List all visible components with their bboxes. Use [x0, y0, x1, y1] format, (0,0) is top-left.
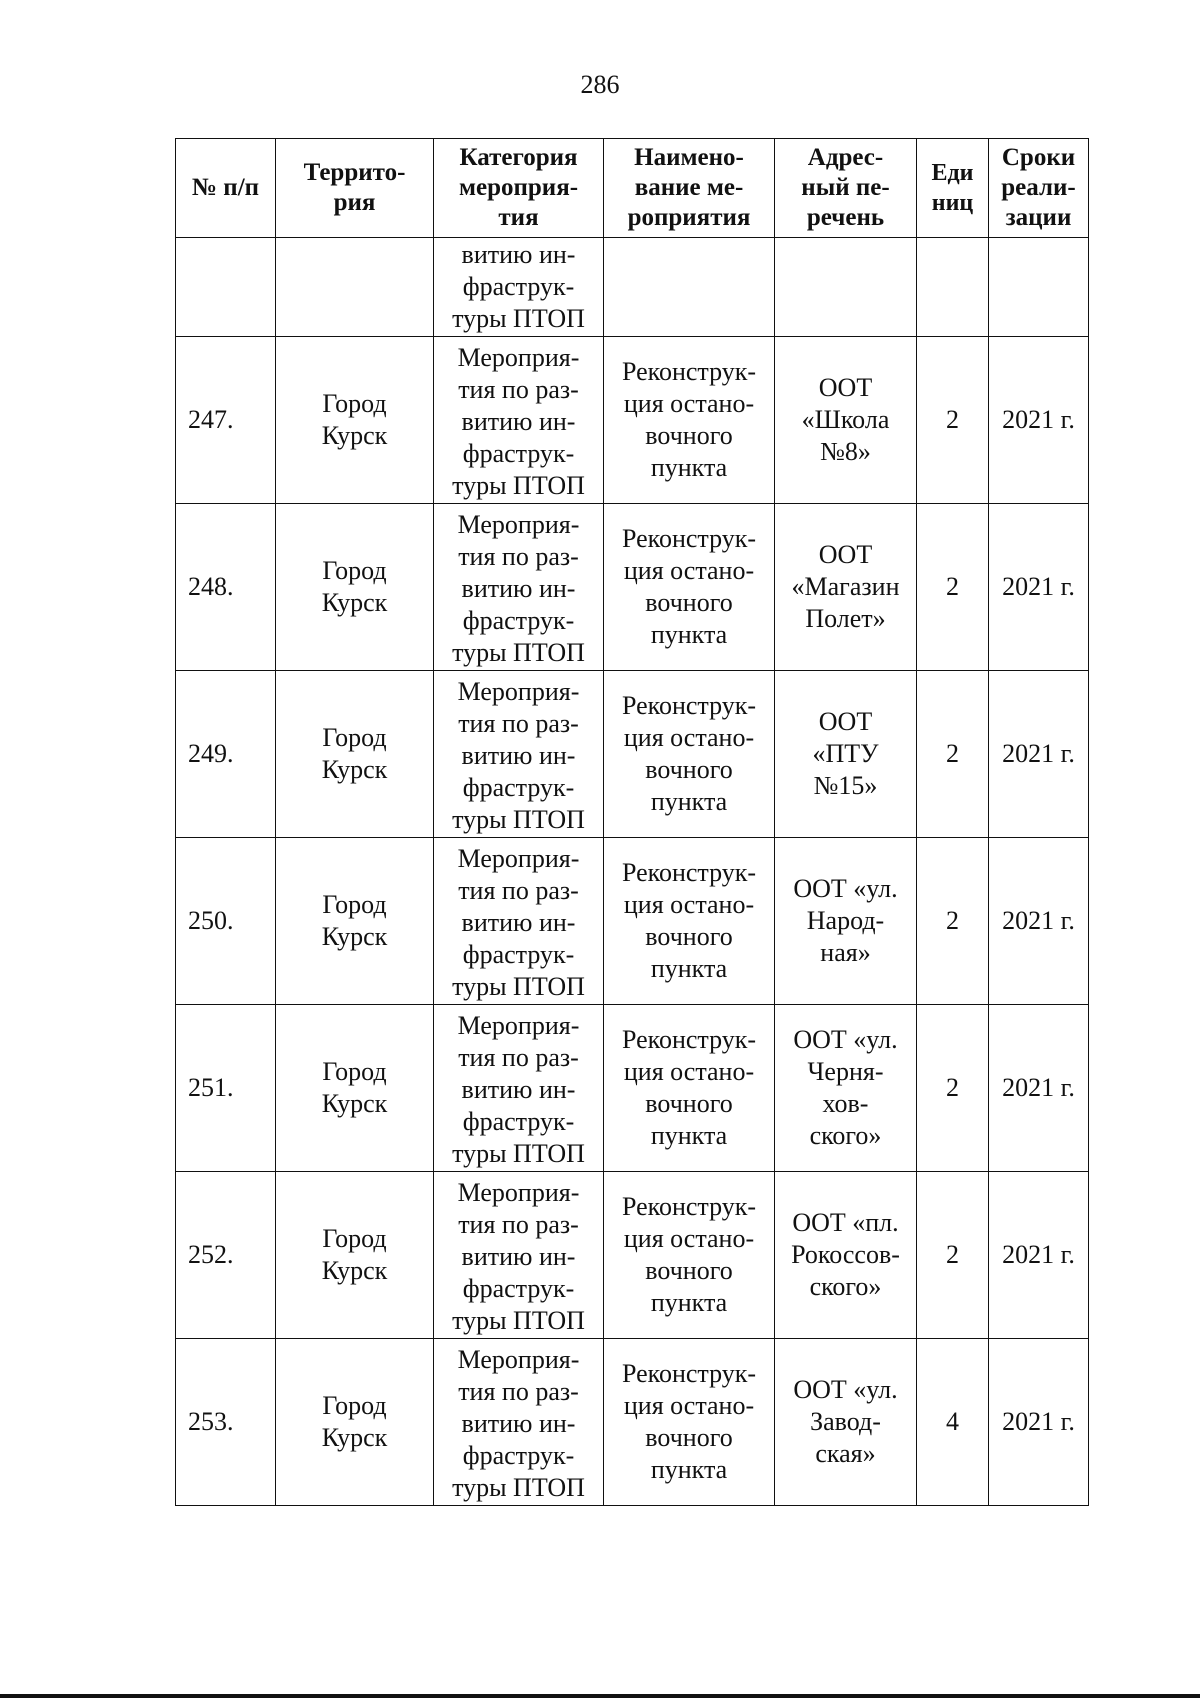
- cell-number: 249.: [176, 671, 276, 838]
- cell-territory: Город Курск: [276, 1172, 434, 1339]
- measures-table: [175, 138, 1089, 1506]
- cell-category: Мероприя- тия по раз- витию ин- фраструк- туры ПТОП: [434, 1339, 604, 1506]
- cell-name: Реконструк- ция остано- вочного пункта: [604, 1005, 775, 1172]
- cell-units: 2: [917, 1172, 989, 1339]
- cell-address: ООТ «ул. Народ- ная»: [775, 838, 917, 1005]
- cell-units: 2: [917, 671, 989, 838]
- cell-units: 2: [917, 1005, 989, 1172]
- cell-units: 4: [917, 1339, 989, 1506]
- cell-term: 2021 г.: [989, 1339, 1089, 1506]
- cell-name: Реконструк- ция остано- вочного пункта: [604, 838, 775, 1005]
- cell-name: [604, 238, 775, 337]
- cell-number: 253.: [176, 1339, 276, 1506]
- cell-number: [176, 238, 276, 337]
- table-row: [176, 337, 1089, 504]
- table-row: [176, 1339, 1089, 1506]
- cell-term: 2021 г.: [989, 1005, 1089, 1172]
- cell-name: Реконструк- ция остано- вочного пункта: [604, 504, 775, 671]
- cell-territory: Город Курск: [276, 1339, 434, 1506]
- cell-units: 2: [917, 838, 989, 1005]
- cell-number: 247.: [176, 337, 276, 504]
- cell-term: 2021 г.: [989, 337, 1089, 504]
- cell-term: 2021 г.: [989, 838, 1089, 1005]
- cell-category: витию ин- фраструк- туры ПТОП: [434, 238, 604, 337]
- cell-units: 2: [917, 337, 989, 504]
- page-number: 286: [580, 70, 620, 99]
- cell-number: 252.: [176, 1172, 276, 1339]
- cell-number: 250.: [176, 838, 276, 1005]
- header-address: Адрес- ный пе- речень: [775, 139, 917, 238]
- cell-term: 2021 г.: [989, 504, 1089, 671]
- header-territory: Террито- рия: [276, 139, 434, 238]
- header-term: Сроки реали- зации: [989, 139, 1089, 238]
- header-name: Наимено- вание ме- роприятия: [604, 139, 775, 238]
- header-category: Категория мероприя- тия: [434, 139, 604, 238]
- cell-territory: Город Курск: [276, 838, 434, 1005]
- cell-name: Реконструк- ция остано- вочного пункта: [604, 1339, 775, 1506]
- cell-address: [775, 238, 917, 337]
- cell-number: 251.: [176, 1005, 276, 1172]
- cell-address: ООТ «пл. Рокоссов- ского»: [775, 1172, 917, 1339]
- cell-address: ООТ «ул. Черня- хов- ского»: [775, 1005, 917, 1172]
- cell-term: 2021 г.: [989, 1172, 1089, 1339]
- table-header-row: [176, 139, 1089, 238]
- cell-address: ООТ «ПТУ №15»: [775, 671, 917, 838]
- cell-name: Реконструк- ция остано- вочного пункта: [604, 671, 775, 838]
- cell-category: Мероприя- тия по раз- витию ин- фраструк- туры ПТОП: [434, 337, 604, 504]
- header-number: № п/п: [176, 139, 276, 238]
- cell-territory: Город Курск: [276, 337, 434, 504]
- cell-category: Мероприя- тия по раз- витию ин- фраструк- туры ПТОП: [434, 671, 604, 838]
- cell-number: 248.: [176, 504, 276, 671]
- cell-category: Мероприя- тия по раз- витию ин- фраструк- туры ПТОП: [434, 504, 604, 671]
- table-row-continuation: [176, 238, 1089, 337]
- cell-name: Реконструк- ция остано- вочного пункта: [604, 1172, 775, 1339]
- cell-term: [989, 238, 1089, 337]
- cell-units: [917, 238, 989, 337]
- cell-address: ООТ «ул. Завод- ская»: [775, 1339, 917, 1506]
- cell-address: ООТ «Школа №8»: [775, 337, 917, 504]
- cell-territory: Город Курск: [276, 671, 434, 838]
- cell-territory: Город Курск: [276, 504, 434, 671]
- table-row: [176, 1005, 1089, 1172]
- cell-territory: Город Курск: [276, 1005, 434, 1172]
- table-row: [176, 1172, 1089, 1339]
- cell-units: 2: [917, 504, 989, 671]
- header-units: Еди ниц: [917, 139, 989, 238]
- bottom-edge-rule: [0, 1694, 1200, 1698]
- table-row: [176, 504, 1089, 671]
- cell-category: Мероприя- тия по раз- витию ин- фраструк- туры ПТОП: [434, 1172, 604, 1339]
- cell-term: 2021 г.: [989, 671, 1089, 838]
- cell-category: Мероприя- тия по раз- витию ин- фраструк- туры ПТОП: [434, 1005, 604, 1172]
- cell-territory: [276, 238, 434, 337]
- table-row: [176, 838, 1089, 1005]
- cell-name: Реконструк- ция остано- вочного пункта: [604, 337, 775, 504]
- table-row: [176, 671, 1089, 838]
- cell-address: ООТ «Магазин Полет»: [775, 504, 917, 671]
- cell-category: Мероприя- тия по раз- витию ин- фраструк- туры ПТОП: [434, 838, 604, 1005]
